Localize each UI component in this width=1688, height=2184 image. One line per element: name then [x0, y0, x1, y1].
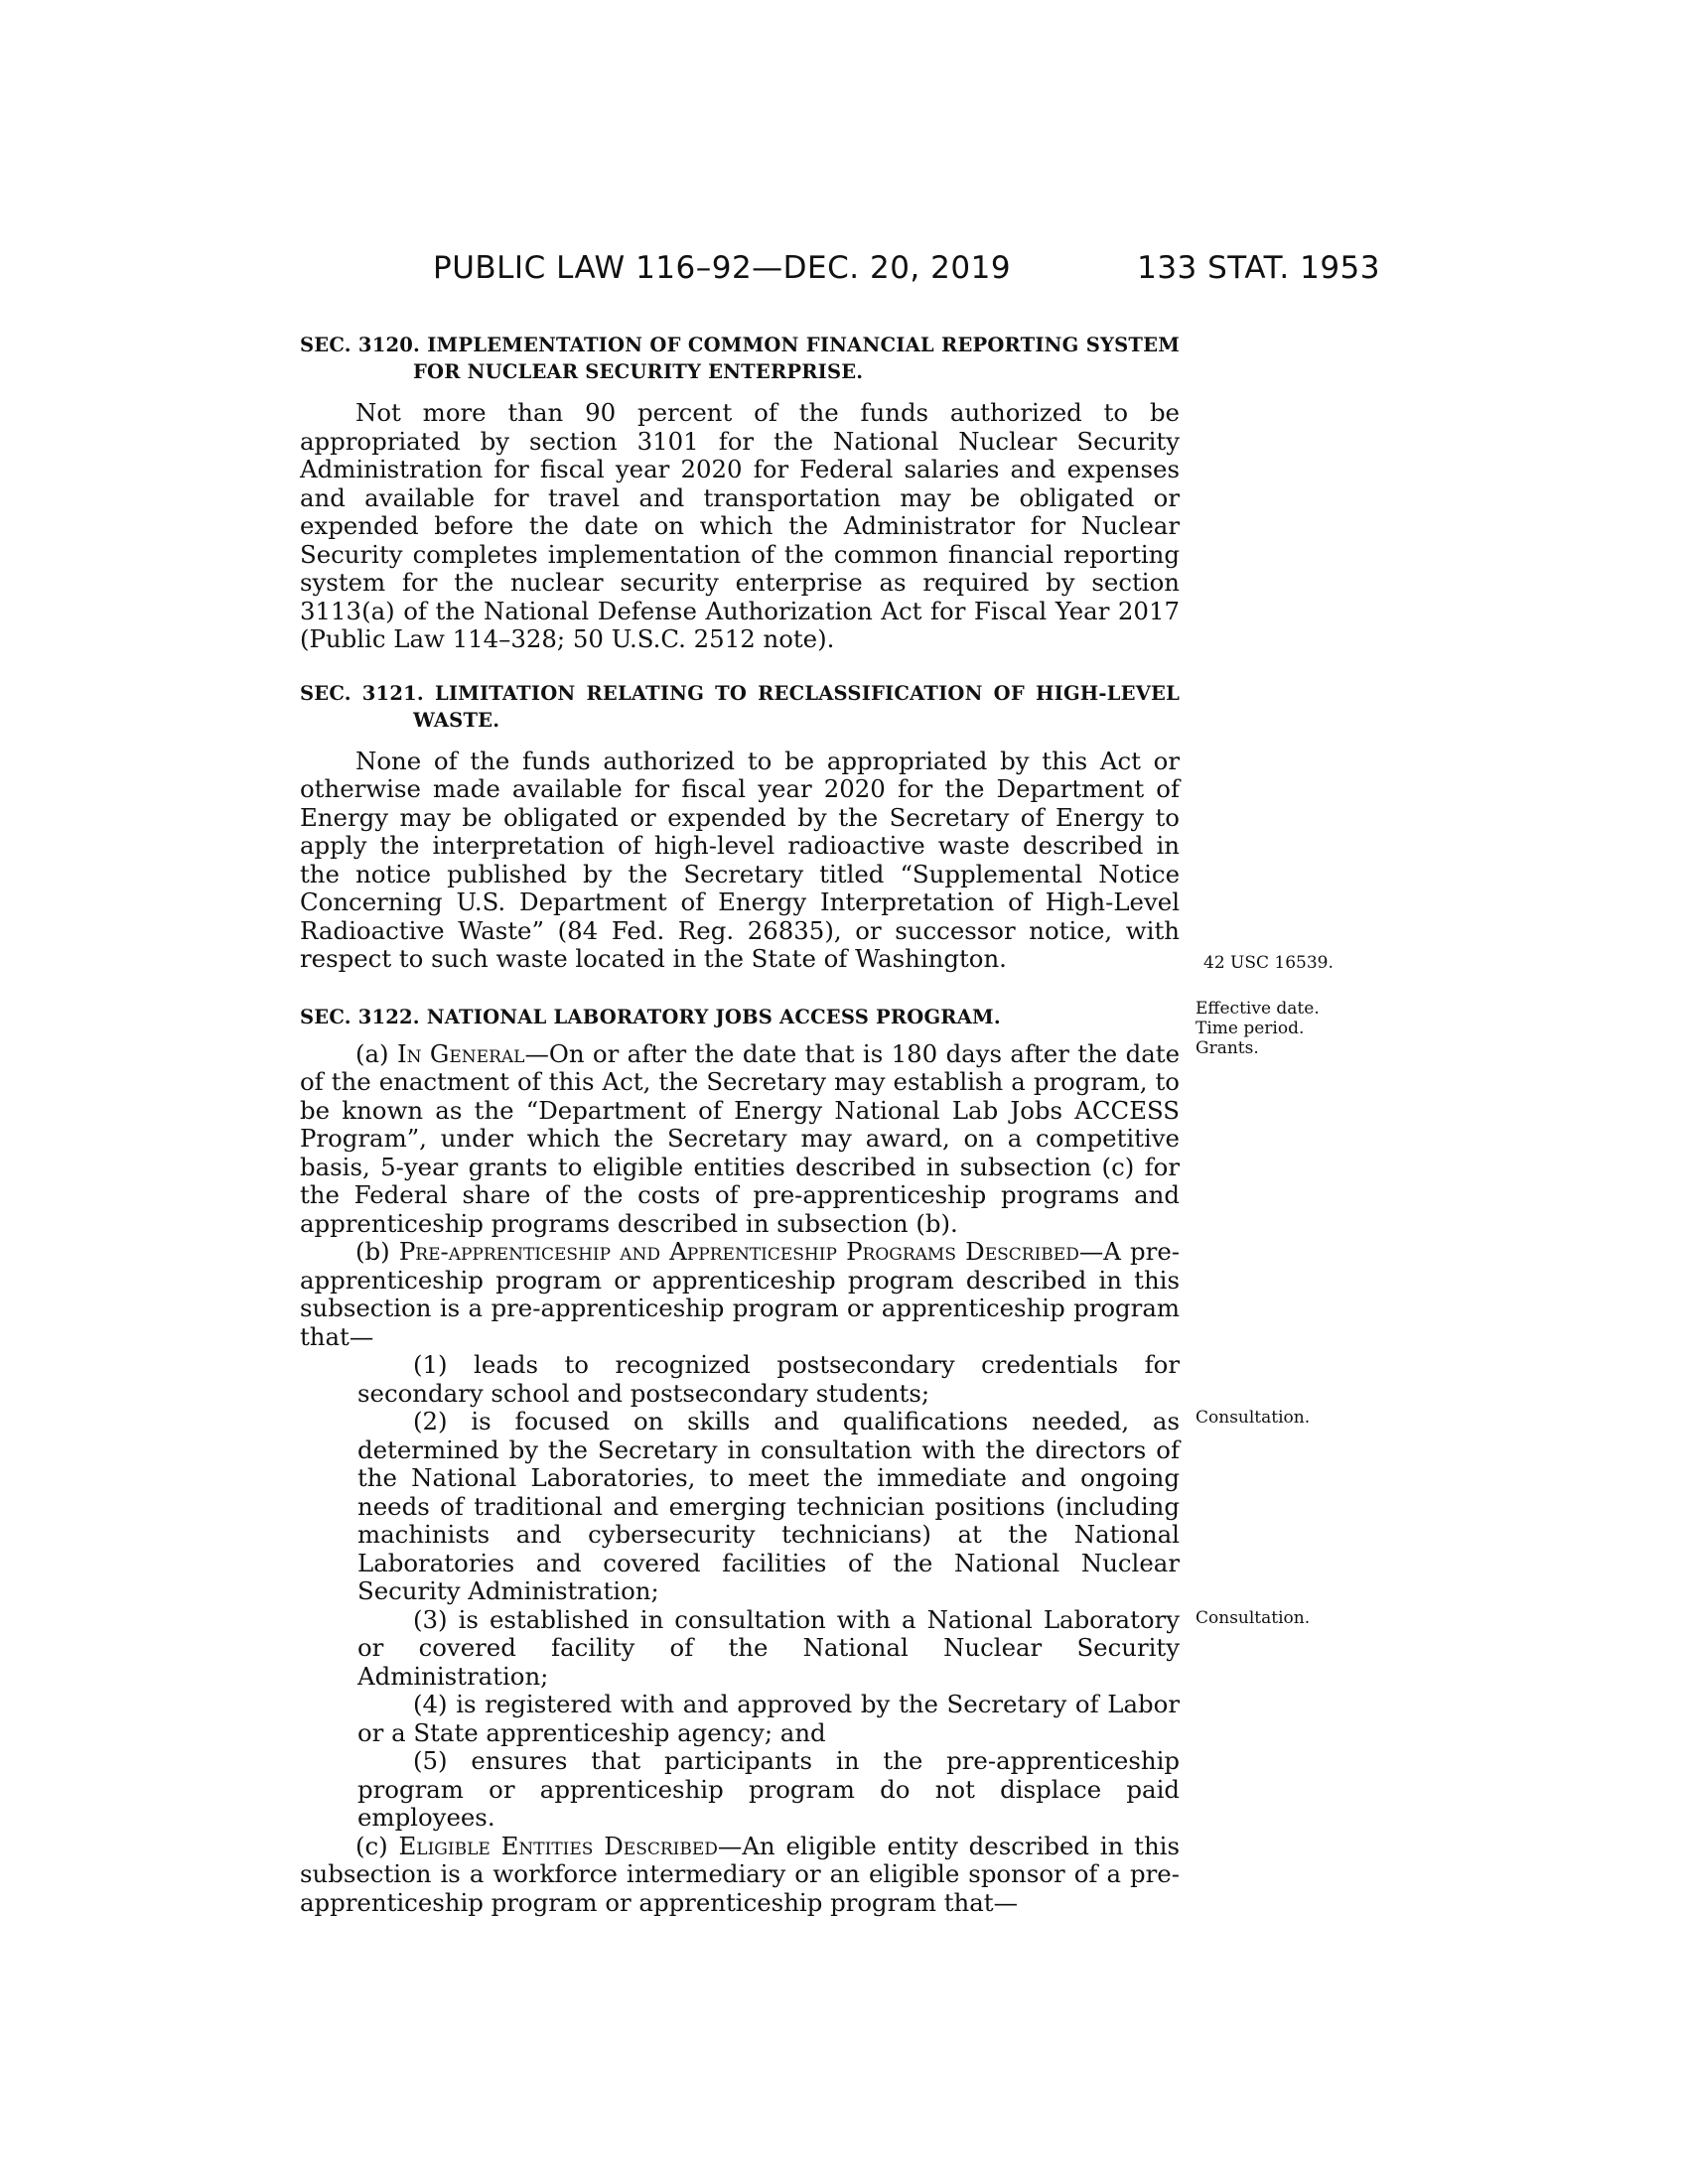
- section-3120-heading: SEC. 3120. IMPLEMENTATION OF COMMON FINANCIAL REPORTING SYSTEM FOR NUCLEAR SECURITY ENTERPRISE.: [300, 334, 1180, 383]
- margin-note-grants: Grants.: [1196, 1038, 1259, 1058]
- margin-note-effective-date: Effective date.: [1196, 999, 1320, 1019]
- margin-note-consultation-2: Consultation.: [1196, 1608, 1311, 1628]
- subsection-a-caption: In General: [396, 1038, 525, 1068]
- statute-page-number: 133 STAT. 1953: [1137, 250, 1380, 286]
- subsection-b-label: (b): [355, 1237, 399, 1266]
- list-item: (2) is focused on skills and qualifications needed, as determined by the Secretary in consultation with the directors of the National Laboratories, to meet the immediate and ongoing needs of traditional and emerging technician positions (including machinists and cybersecurity technicians) at the National Laboratories and covered facilities of the National Nuclear Security Administration;: [357, 1407, 1180, 1605]
- section-3121-body: None of the funds authorized to be appropriated by this Act or otherwise made available for fiscal year 2020 for the Department of Energy may be obligated or expended by the Secretary of Energy to apply the interpretation of high-level radioactive waste described in the notice published by the Secretary titled “Supplemental Notice Concerning U.S. Department of Energy Interpretation of High-Level Radioactive Waste” (84 Fed. Reg. 26835), or successor notice, with respect to such waste located in the State of Washington.: [300, 746, 1180, 973]
- subsection-a-label: (a): [355, 1038, 397, 1068]
- list-item: (4) is registered with and approved by the Secretary of Labor or a State apprenticeship agency; and: [357, 1690, 1180, 1747]
- subsection-b-caption: Pre-apprenticeship and Apprenticeship Programs Described: [398, 1237, 1079, 1266]
- subsection-c-body: —An eligible entity described in this subsection is a workforce intermediary or an eligible sponsor of a pre-apprenticeship program or apprenticeship program that—: [300, 1831, 1180, 1917]
- list-item: (1) leads to recognized postsecondary credentials for secondary school and postsecondary students;: [357, 1350, 1180, 1408]
- list-item: (5) ensures that participants in the pre-apprenticeship program or apprenticeship program do not displace paid employees.: [357, 1746, 1180, 1832]
- section-3120-body: Not more than 90 percent of the funds authorized to be appropriated by section 3101 for the National Nuclear Security Administration for fiscal year 2020 for Federal salaries and expenses and available for travel and transportation may be obligated or expended before the date on which the Administrator for Nuclear Security completes implementation of the common financial reporting system for the nuclear security enterprise as required by section 3113(a) of the National Defense Authorization Act for Fiscal Year 2017 (Public Law 114–328; 50 U.S.C. 2512 note).: [300, 398, 1180, 653]
- margin-note-time-period: Time period.: [1196, 1019, 1305, 1038]
- margin-note-usc: 42 USC 16539.: [1203, 953, 1334, 973]
- list-item: (3) is established in consultation with a National Laboratory or covered facility of the National Nuclear Security Administration;: [357, 1604, 1180, 1691]
- section-3121-heading: SEC. 3121. LIMITATION RELATING TO RECLASSIFICATION OF HIGH-LEVEL WASTE.: [300, 681, 1180, 732]
- subsection-a-body: —On or after the date that is 180 days after the date of the enactment of this Act, the Secretary may establish a program, to be known as the “Department of Energy National Lab Jobs ACCESS Program”, under which the Secretary may award, on a competitive basis, 5-year grants to eligible entities described in subsection (c) for the Federal share of the costs of pre-apprenticeship programs and apprenticeship programs described in subsection (b).: [300, 1038, 1181, 1238]
- subsection-b-body: —A pre-apprenticeship program or apprenticeship program described in this subsection is a pre-apprenticeship program or apprenticeship program that—: [300, 1237, 1180, 1351]
- subsection-c-caption: Eligible Entities Described: [398, 1831, 718, 1860]
- subsection-c-label: (c): [355, 1831, 399, 1860]
- page-header: [298, 250, 1380, 290]
- subsection-b: [300, 1238, 1180, 1351]
- main-text: [300, 314, 1180, 1917]
- subsection-c: [300, 1833, 1180, 1918]
- subsection-a: [300, 1040, 1180, 1239]
- margin-note-consultation-1: Consultation.: [1196, 1408, 1311, 1428]
- section-3122-heading: SEC. 3122. NATIONAL LABORATORY JOBS ACCESS PROGRAM.: [300, 1005, 1001, 1028]
- public-law-title: PUBLIC LAW 116–92—DEC. 20, 2019: [433, 250, 1012, 286]
